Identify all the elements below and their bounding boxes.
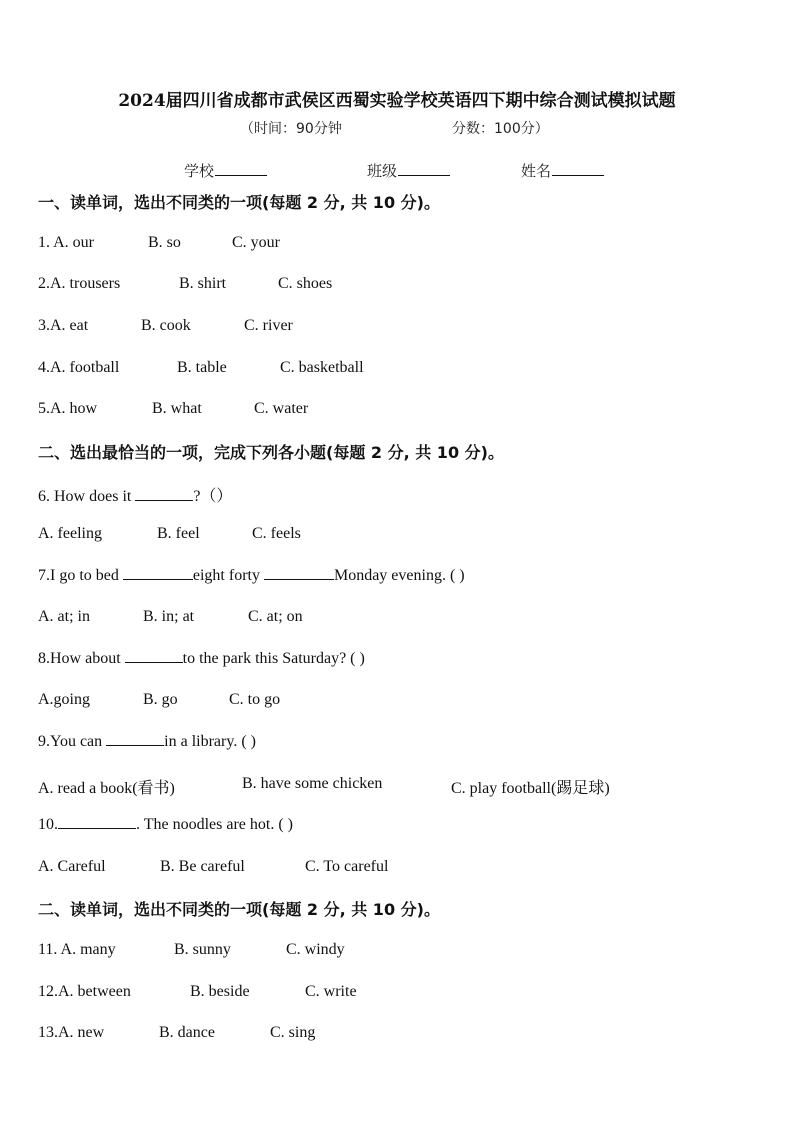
q9-stem [38,733,256,751]
q1-option-a: 1. A. our [38,234,94,251]
q5-option-a: 5.A. how [38,400,98,417]
q6-option-b: B. feel [157,525,200,542]
q10-answer-blank[interactable] [58,816,136,829]
q8-option-a: A.going [38,691,90,708]
q13-option-c: C. sing [270,1024,316,1041]
name-field [521,160,604,181]
q13-option-a: 13.A. new [38,1024,105,1041]
q12-option-c: C. write [305,983,357,1000]
q3-option-c: C. river [244,317,293,334]
q7-stem-post: Monday evening. ( ) [333,567,465,584]
q5-option-b: B. what [152,400,202,417]
q7-option-c: C. at; on [248,608,303,625]
section-heading-2: 二、选出最恰当的一项，完成下列各小题(每题 2 分, 共 10 分)。 [38,443,504,462]
page-title: 2024届四川省成都市武侯区西蜀实验学校英语四下期中综合测试模拟试题 [118,91,676,111]
name-blank[interactable] [552,161,604,176]
q6-answer-blank[interactable] [135,488,193,501]
q2-option-a: 2.A. trousers [38,275,121,292]
q7-stem-mid: eight forty [192,567,264,584]
q9-stem-pre: 9.You can [38,733,107,750]
q10-option-c: C. To careful [305,858,389,875]
q8-stem [38,650,365,668]
q6-option-c: C. feels [252,525,301,542]
q8-option-b: B. go [143,691,178,708]
q11-option-b: B. sunny [174,941,231,958]
q5-option-c: C. water [254,400,309,417]
q4-option-b: B. table [177,359,227,376]
q2-option-c: C. shoes [278,275,333,292]
q3-option-a: 3.A. eat [38,317,89,334]
q12-option-b: B. beside [190,983,250,1000]
q9-option-c: C. play football(踢足球) [451,780,610,797]
q7-answer-blank-2[interactable] [264,567,334,580]
q11-option-c: C. windy [286,941,345,958]
section-heading-1: 一、读单词，选出不同类的一项(每题 2 分, 共 10 分)。 [38,193,440,212]
q9-stem-post: in a library. ( ) [164,733,256,750]
q7-stem [38,567,465,585]
q6-stem-post: ?（） [193,488,233,505]
q10-stem [38,816,293,834]
school-blank[interactable] [215,161,267,176]
q10-stem-post: . The noodles are hot. ( ) [136,816,293,833]
q12-option-a: 12.A. between [38,983,131,1000]
q7-option-a: A. at; in [38,608,90,625]
q4-option-c: C. basketball [280,359,364,376]
q11-option-a: 11. A. many [38,941,116,958]
class-label: 班级 [367,162,398,180]
q1-option-c: C. your [232,234,280,251]
q13-option-b: B. dance [159,1024,215,1041]
q8-option-c: C. to go [229,691,281,708]
q8-answer-blank[interactable] [125,650,183,663]
class-blank[interactable] [398,161,450,176]
exam-score: 分数：100分） [452,121,549,137]
q10-option-a: A. Careful [38,858,106,875]
q6-stem [38,483,232,506]
q9-option-a: A. read a book(看书) [38,780,175,797]
name-label: 姓名 [521,162,552,180]
q7-stem-pre: 7.I go to bed [38,567,123,584]
q6-stem-pre: 6. How does it [38,488,136,505]
school-label: 学校 [184,162,215,180]
q2-option-b: B. shirt [179,275,227,292]
q3-option-b: B. cook [141,317,191,334]
exam-time: （时间：90分钟 [240,121,342,137]
q8-stem-pre: 8.How about [38,650,125,667]
q6-option-a: A. feeling [38,525,102,542]
q8-stem-post: to the park this Saturday? ( ) [182,650,365,667]
q1-option-b: B. so [148,234,181,251]
q4-option-a: 4.A. football [38,359,120,376]
q9-answer-blank[interactable] [106,733,164,746]
school-field [184,160,267,181]
class-field [367,160,450,181]
q10-option-b: B. Be careful [160,858,245,875]
q7-option-b: B. in; at [143,608,195,625]
q7-answer-blank-1[interactable] [123,567,193,580]
section-heading-3: 二、读单词，选出不同类的一项(每题 2 分, 共 10 分)。 [38,900,440,919]
q10-stem-pre: 10. [38,816,58,833]
q9-option-b: B. have some chicken [242,775,383,792]
